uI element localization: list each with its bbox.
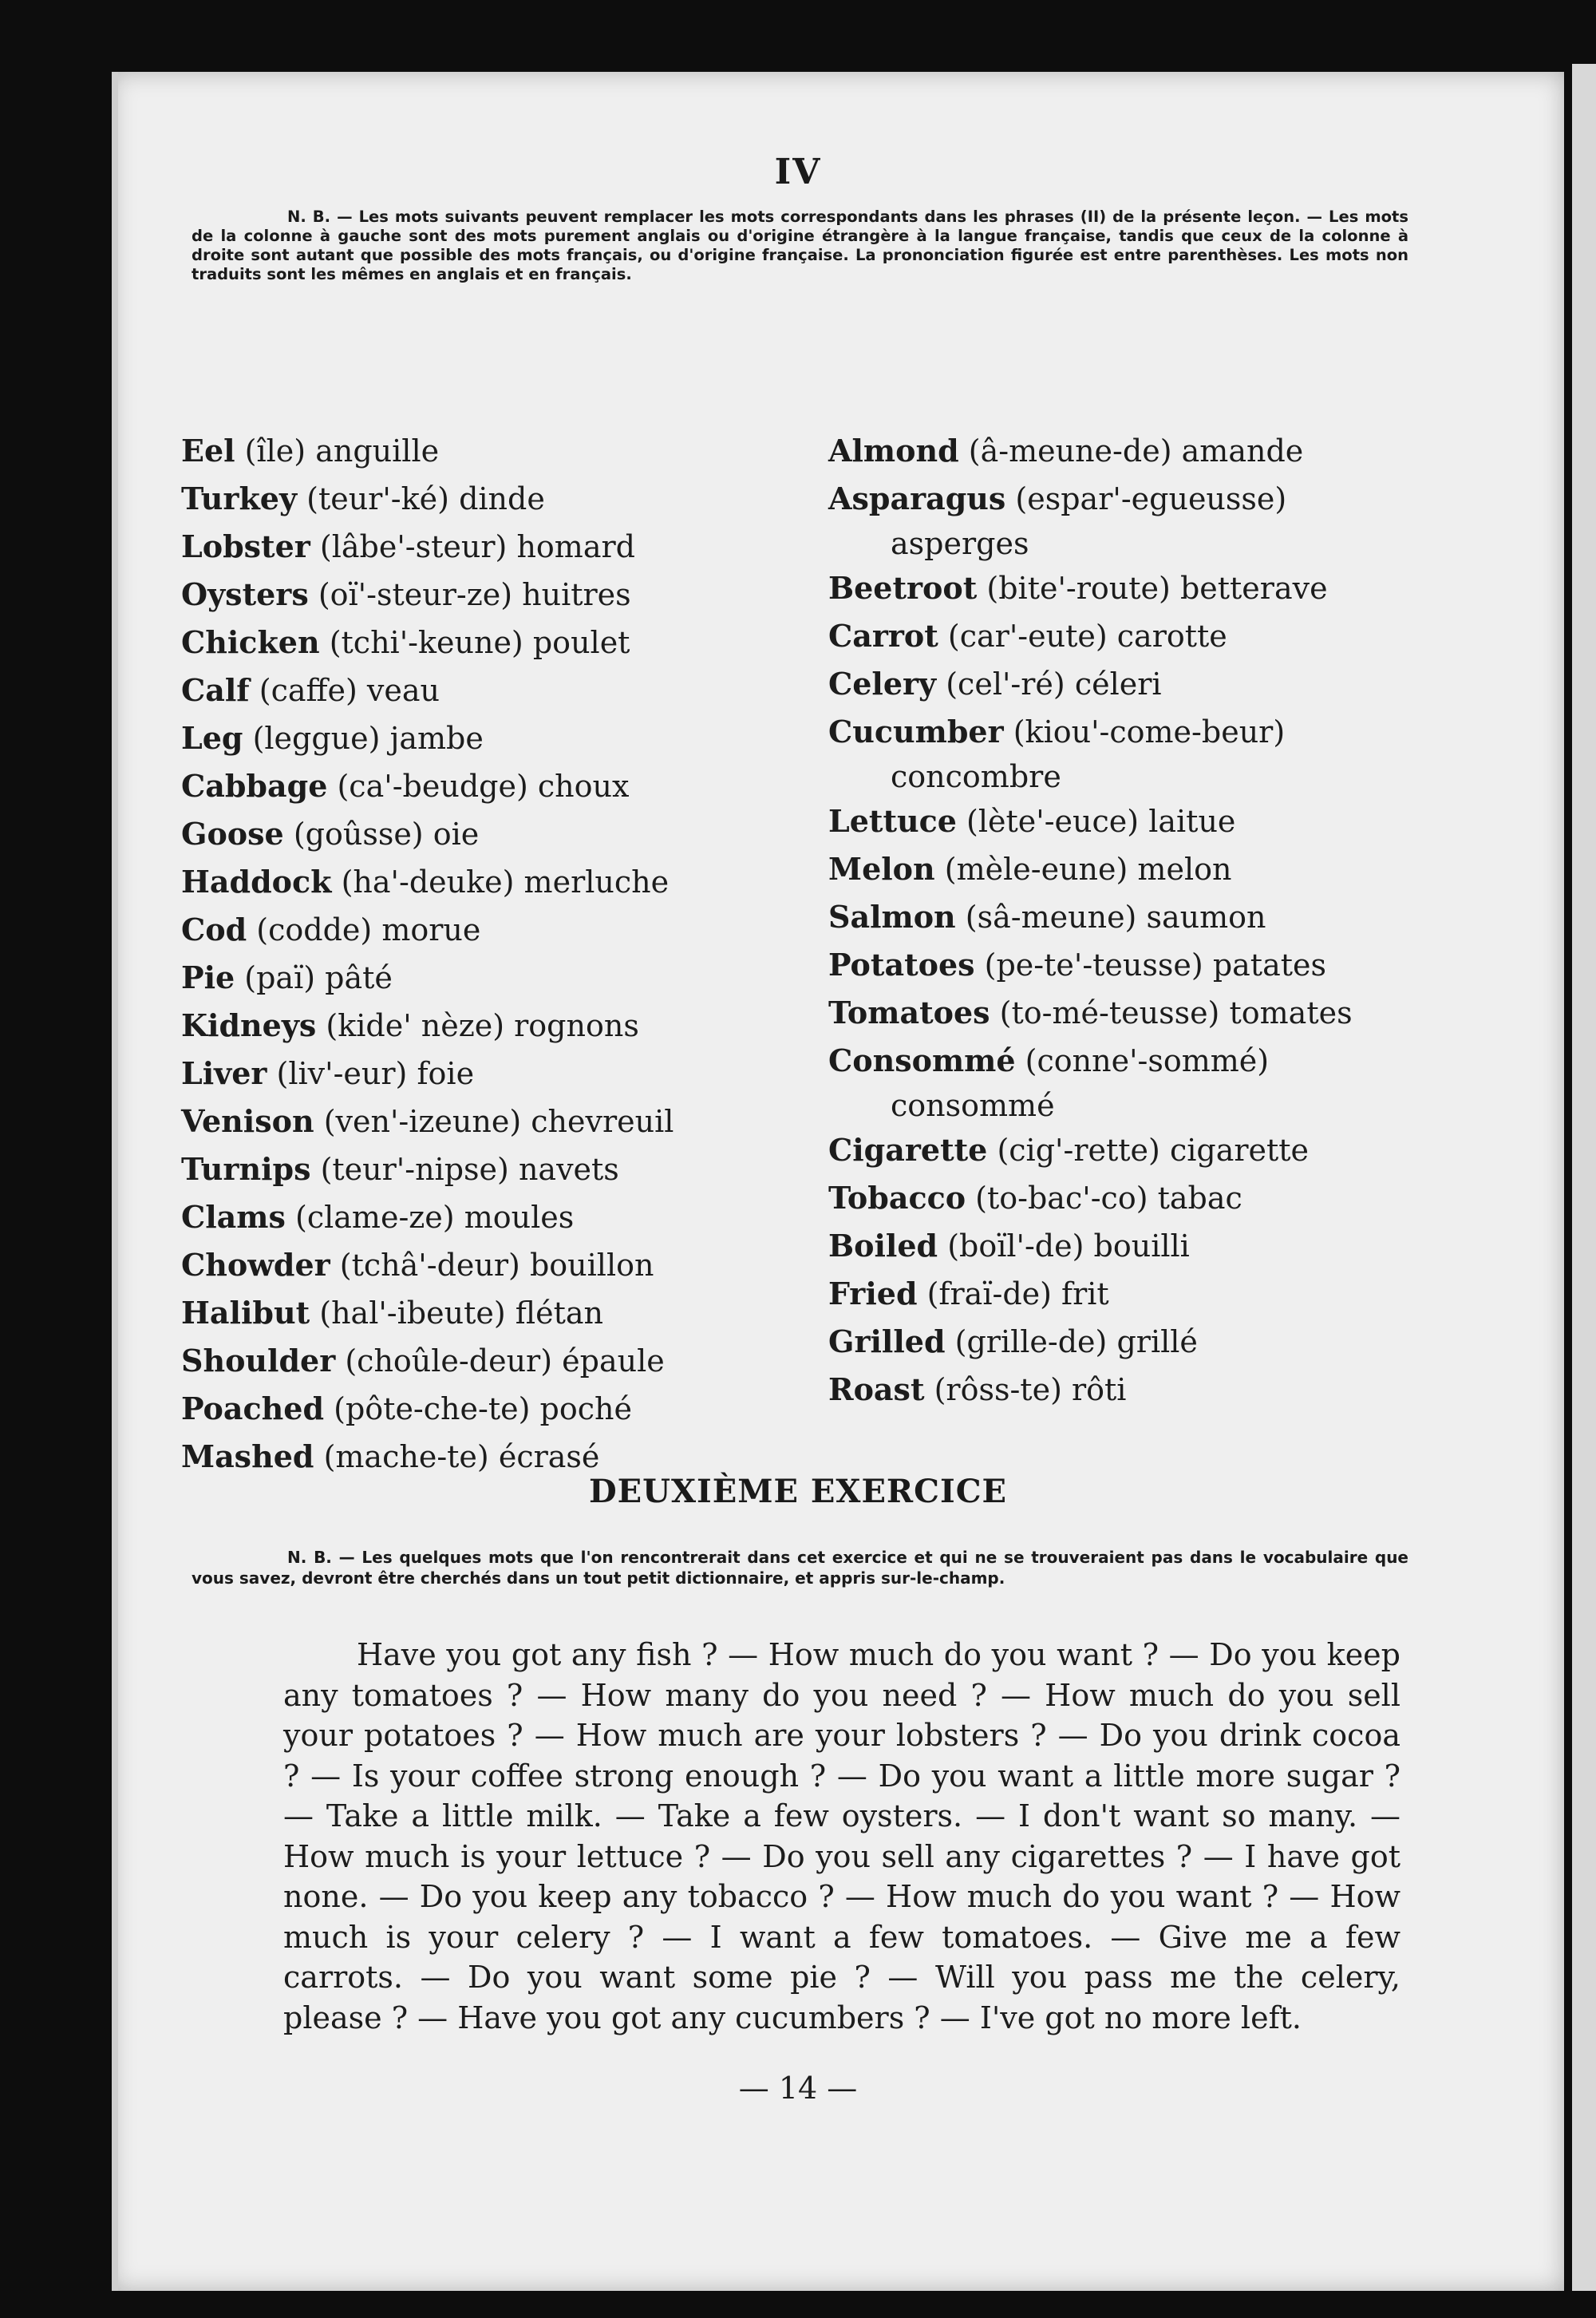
vocab-entry: [181, 906, 788, 954]
section-number: IV: [774, 152, 822, 192]
note-bottom-text: — Les quelques mots que l'on rencontrerait dans cet exercice et qui ne se trouveraient pas dans le vocabulaire que vous savez, devront être cherchés dans un tout petit dictionnaire, et appris sur-le-champ.: [192, 1548, 1408, 1588]
vocab-entry: [181, 1145, 788, 1193]
vocab-pronunciation: (ha'-deuke): [341, 864, 515, 900]
vocab-word: Cigarette: [828, 1132, 988, 1168]
exercise-paragraph: Have you got any fish ? — How much do you want ? — Do you keep any tomatoes ? — How many do you need ? — How much do you sell your potatoes ? — How much are your lobsters ? — Do you drink cocoa ? — Is your coffee strong enough ? — Do you want a little more sugar ? — Take a little milk. — Take a few oysters. — I don't want so many. — How much is your lettuce ? — Do you sell any cigarettes ? — I have got none. — Do you keep any tobacco ? — How much do you want ? — How much is your celery ? — I want a few tomatoes. — Give me a few carrots. — Do you want some pie ? — Will you pass me the celery, please ? — Have you got any cucumbers ? — I've got no more left.: [283, 1637, 1400, 2035]
vocab-entry: [181, 1289, 788, 1337]
vocab-translation: écrasé: [498, 1439, 600, 1474]
vocab-word: Asparagus: [828, 481, 1006, 516]
vocab-entry: [181, 1098, 788, 1145]
vocab-translation: bouilli: [1093, 1228, 1190, 1264]
vocab-pronunciation: (codde): [256, 912, 373, 947]
page-left-edge: [112, 72, 118, 2291]
vocab-word: Turkey: [181, 481, 298, 516]
vocab-entry: [181, 1385, 788, 1433]
vocab-pronunciation: (kide' nèze): [326, 1008, 505, 1043]
vocab-entry: [828, 989, 1459, 1037]
facing-page-edge: [1572, 64, 1596, 2291]
vocab-entry: [181, 619, 788, 667]
vocab-pronunciation: (caffe): [259, 673, 358, 708]
vocab-pronunciation: (goûsse): [293, 817, 424, 852]
vocab-translation: melon: [1137, 852, 1232, 887]
vocab-translation: anguille: [315, 433, 440, 469]
vocab-word: Consommé: [828, 1042, 1016, 1078]
vocab-pronunciation: (bite'-route): [986, 571, 1171, 606]
vocab-entry: [828, 1126, 1459, 1174]
vocab-translation: céleri: [1074, 667, 1162, 702]
vocab-entry: [828, 845, 1459, 893]
vocab-pronunciation: (to-mé-teusse): [999, 995, 1220, 1030]
vocab-translation: dinde: [459, 481, 545, 516]
vocab-translation: flétan: [515, 1295, 603, 1331]
vocab-entry: [181, 1337, 788, 1385]
vocab-word: Goose: [181, 816, 284, 852]
vocab-pronunciation: (paï): [244, 960, 316, 995]
vocab-translation: pâté: [325, 960, 393, 995]
vocab-pronunciation: (kiou'-come-beur): [1013, 714, 1286, 750]
vocab-pronunciation: (rôss-te): [934, 1372, 1062, 1407]
vocab-word: Oysters: [181, 576, 309, 612]
vocab-pronunciation: (choûle-deur): [345, 1343, 553, 1379]
vocab-entry: [181, 762, 788, 810]
vocab-pronunciation: (lâbe'-steur): [319, 529, 508, 564]
vocab-pronunciation: (conne'-sommé): [1025, 1043, 1270, 1078]
vocab-translation: consommé: [891, 1088, 1055, 1123]
vocab-translation: amande: [1181, 433, 1304, 469]
vocab-word: Tobacco: [828, 1180, 966, 1216]
note-top: [192, 208, 1408, 284]
vocab-entry: [828, 1174, 1459, 1222]
vocab-entry: [181, 667, 788, 714]
vocab-pronunciation: (teur'-nipse): [320, 1152, 509, 1187]
vocab-word: Poached: [181, 1390, 325, 1426]
vocab-translation: navets: [518, 1152, 619, 1187]
vocab-entry: [828, 612, 1459, 660]
vocab-word: Haddock: [181, 864, 332, 900]
vocab-translation: cigarette: [1169, 1133, 1310, 1168]
vocab-translation: homard: [516, 529, 635, 564]
vocab-translation: betterave: [1179, 571, 1328, 606]
vocab-entry: [828, 1222, 1459, 1270]
vocab-entry: [181, 523, 788, 571]
vocab-pronunciation: (pôte-che-te): [334, 1391, 531, 1426]
vocab-translation: rognons: [514, 1008, 639, 1043]
vocab-pronunciation: (â-meune-de): [968, 433, 1172, 469]
vocab-entry: [828, 1366, 1459, 1414]
vocab-word: Beetroot: [828, 570, 978, 606]
vocab-pronunciation: (sâ-meune): [965, 900, 1137, 935]
vocab-pronunciation: (ven'-izeune): [323, 1104, 522, 1139]
vocab-word: Celery: [828, 666, 937, 702]
vocab-word: Chicken: [181, 624, 320, 660]
vocab-translation: choux: [537, 769, 630, 804]
vocab-word: Salmon: [828, 899, 956, 935]
vocab-entry: [181, 427, 788, 475]
exercise-text: [283, 1635, 1400, 2038]
vocab-translation: jambe: [389, 721, 484, 756]
vocab-pronunciation: (hal'-ibeute): [319, 1295, 506, 1331]
vocab-word: Cabbage: [181, 768, 328, 804]
vocab-entry: [181, 1002, 788, 1050]
vocab-word: Mashed: [181, 1438, 314, 1474]
vocab-translation: frit: [1061, 1276, 1109, 1311]
vocab-entry: [828, 797, 1459, 845]
vocab-word: Turnips: [181, 1151, 311, 1187]
vocab-entry: [828, 1037, 1459, 1126]
vocab-pronunciation: (espar'-egueusse): [1015, 481, 1287, 516]
vocab-word: Roast: [828, 1371, 925, 1407]
vocab-pronunciation: (pe-te'-teusse): [984, 947, 1203, 983]
vocab-entry: [828, 1270, 1459, 1318]
vocab-translation: huitres: [522, 577, 631, 612]
vocab-pronunciation: (tchâ'-deur): [339, 1248, 520, 1283]
vocab-translation: tabac: [1157, 1181, 1242, 1216]
vocab-translation: merluche: [523, 864, 670, 900]
vocab-translation: saumon: [1146, 900, 1266, 935]
vocab-translation: bouillon: [529, 1248, 654, 1283]
vocab-pronunciation: (ca'-beudge): [337, 769, 528, 804]
vocab-translation: poulet: [532, 625, 630, 660]
vocab-word: Liver: [181, 1055, 267, 1091]
vocab-entry: [181, 810, 788, 858]
vocab-entry: [181, 1241, 788, 1289]
vocab-entry: [181, 571, 788, 619]
vocab-word: Calf: [181, 672, 250, 708]
vocab-pronunciation: (car'-eute): [947, 619, 1108, 654]
vocab-pronunciation: (boïl'-de): [947, 1228, 1084, 1264]
vocabulary-right-column: [828, 427, 1459, 1414]
exercise-title: DEUXIÈME EXERCICE: [588, 1473, 1008, 1510]
vocab-word: Lettuce: [828, 803, 957, 839]
vocab-translation: chevreuil: [531, 1104, 674, 1139]
vocab-entry: [828, 708, 1459, 797]
vocab-translation: foie: [417, 1056, 475, 1091]
vocab-word: Lobster: [181, 528, 310, 564]
vocab-translation: oie: [433, 817, 480, 852]
vocab-translation: concombre: [891, 759, 1061, 794]
vocab-pronunciation: (mèle-eune): [944, 852, 1128, 887]
vocab-pronunciation: (cel'-ré): [946, 667, 1065, 702]
vocab-word: Grilled: [828, 1323, 946, 1359]
vocab-entry: [828, 427, 1459, 475]
note-bottom-label: N. B.: [287, 1548, 332, 1567]
vocab-word: Melon: [828, 851, 935, 887]
vocab-translation: carotte: [1116, 619, 1227, 654]
vocab-pronunciation: (tchi'-keune): [329, 625, 523, 660]
vocab-word: Halibut: [181, 1295, 310, 1331]
vocab-pronunciation: (lète'-euce): [966, 804, 1140, 839]
vocab-translation: grillé: [1116, 1324, 1198, 1359]
vocab-word: Potatoes: [828, 947, 975, 983]
vocab-word: Clams: [181, 1199, 286, 1235]
vocab-word: Shoulder: [181, 1343, 336, 1379]
vocab-pronunciation: (liv'-eur): [276, 1056, 408, 1091]
vocab-word: Fried: [828, 1276, 918, 1311]
vocab-word: Tomatoes: [828, 995, 990, 1030]
vocab-word: Boiled: [828, 1228, 938, 1264]
vocabulary-left-column: [181, 427, 788, 1481]
vocab-translation: moules: [464, 1200, 575, 1235]
vocab-translation: épaule: [562, 1343, 665, 1379]
vocab-entry: [828, 893, 1459, 941]
vocab-pronunciation: (to-bac'-co): [975, 1181, 1148, 1216]
vocab-word: Chowder: [181, 1247, 330, 1283]
vocab-translation: laitue: [1148, 804, 1236, 839]
note-top-text: — Les mots suivants peuvent remplacer les mots correspondants dans les phrases (II) de la présente leçon. — Les mots de la colonne à gauche sont des mots purement anglais ou d'origine étrangère à la langue française, tandis que ceux de la colonne à droite sont autant que possible des mots français, ou d'origine française. La prononciation figurée est entre parenthèses. Les mots non traduits sont les mêmes en anglais et en français.: [192, 208, 1408, 283]
vocab-translation: tomates: [1229, 995, 1353, 1030]
vocab-translation: asperges: [891, 526, 1029, 561]
vocab-word: Kidneys: [181, 1007, 317, 1043]
vocab-pronunciation: (fraï-de): [926, 1276, 1052, 1311]
vocab-translation: rôti: [1071, 1372, 1127, 1407]
vocab-entry: [828, 941, 1459, 989]
vocab-entry: [828, 660, 1459, 708]
vocab-word: Cod: [181, 912, 247, 947]
vocab-entry: [181, 475, 788, 523]
vocab-word: Carrot: [828, 618, 938, 654]
vocab-pronunciation: (mache-te): [323, 1439, 489, 1474]
vocab-word: Leg: [181, 720, 243, 756]
vocab-pronunciation: (grille-de): [954, 1324, 1108, 1359]
note-top-label: N. B.: [287, 208, 331, 226]
vocab-entry: [181, 1050, 788, 1098]
vocab-pronunciation: (cig'-rette): [997, 1133, 1160, 1168]
vocab-entry: [181, 858, 788, 906]
vocab-word: Pie: [181, 959, 235, 995]
vocab-entry: [828, 1318, 1459, 1366]
vocab-translation: patates: [1212, 947, 1326, 983]
vocab-pronunciation: (île): [244, 433, 306, 469]
vocab-entry: [828, 564, 1459, 612]
vocab-pronunciation: (leggue): [252, 721, 381, 756]
page-number: — 14 —: [738, 2071, 858, 2106]
vocab-entry: [828, 475, 1459, 564]
vocab-word: Venison: [181, 1103, 314, 1139]
vocab-entry: [181, 714, 788, 762]
vocab-pronunciation: (clame-ze): [295, 1200, 455, 1235]
vocab-translation: veau: [366, 673, 440, 708]
vocab-entry: [181, 954, 788, 1002]
vocab-pronunciation: (teur'-ké): [306, 481, 449, 516]
vocab-word: Almond: [828, 433, 959, 469]
vocab-translation: poché: [539, 1391, 632, 1426]
vocab-word: Eel: [181, 433, 235, 469]
vocab-entry: [181, 1193, 788, 1241]
vocab-pronunciation: (oï'-steur-ze): [318, 577, 513, 612]
note-bottom: [192, 1547, 1408, 1588]
vocab-translation: morue: [381, 912, 481, 947]
vocab-word: Cucumber: [828, 714, 1004, 750]
